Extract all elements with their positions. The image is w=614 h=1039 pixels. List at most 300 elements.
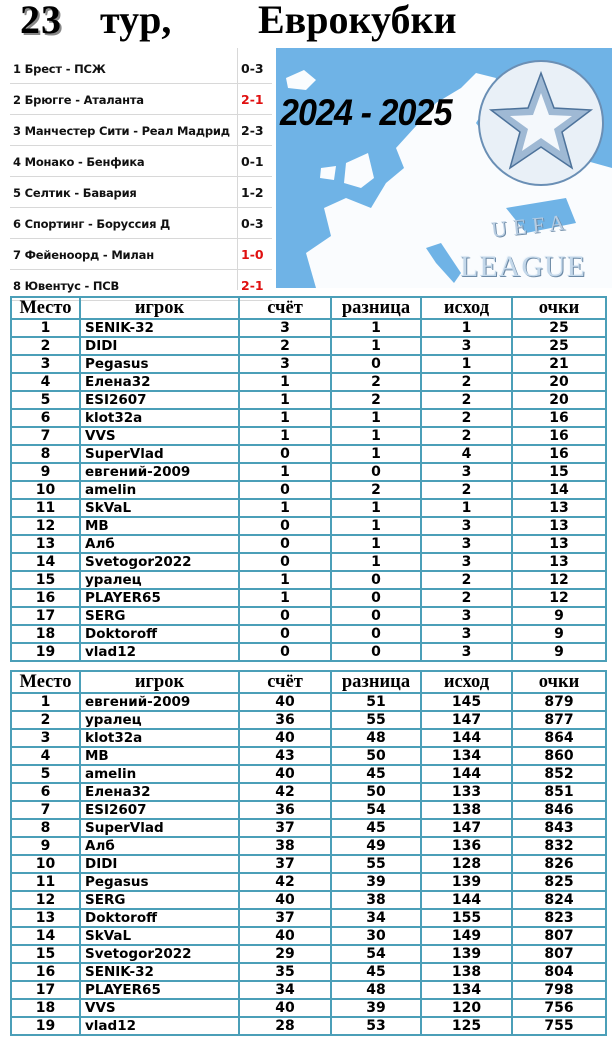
column-score-header: счёт <box>239 671 331 693</box>
column-points-header: очки <box>512 671 606 693</box>
table-row <box>11 643 606 661</box>
points-cell: 756 <box>512 999 606 1017</box>
outcome-cell: 3 <box>421 607 512 625</box>
match-score: 1-2 <box>241 185 264 200</box>
place-cell: 3 <box>11 729 80 747</box>
outcome-cell: 125 <box>421 1017 512 1035</box>
player-cell: ESI2607 <box>80 801 239 819</box>
place-cell: 5 <box>11 765 80 783</box>
outcome-cell: 2 <box>421 409 512 427</box>
score-cell: 40 <box>239 765 331 783</box>
player-cell: klot32a <box>80 729 239 747</box>
column-player-header: игрок <box>80 297 239 319</box>
table-row <box>11 1017 606 1035</box>
difference-cell: 1 <box>331 337 421 355</box>
outcome-cell: 138 <box>421 963 512 981</box>
column-points-header: очки <box>512 297 606 319</box>
table-row <box>11 463 606 481</box>
difference-cell: 50 <box>331 747 421 765</box>
outcome-cell: 1 <box>421 319 512 337</box>
difference-cell: 30 <box>331 927 421 945</box>
player-cell: klot32a <box>80 409 239 427</box>
match-teams: 5 Селтик - Бавария <box>13 186 137 200</box>
score-cell: 35 <box>239 963 331 981</box>
points-cell: 755 <box>512 1017 606 1035</box>
place-cell: 10 <box>11 481 80 499</box>
difference-cell: 0 <box>331 625 421 643</box>
score-cell: 0 <box>239 445 331 463</box>
outcome-cell: 2 <box>421 481 512 499</box>
score-cell: 3 <box>239 355 331 373</box>
player-cell: Алб <box>80 837 239 855</box>
table-row <box>11 517 606 535</box>
place-cell: 13 <box>11 909 80 927</box>
score-cell: 0 <box>239 481 331 499</box>
difference-cell: 1 <box>331 517 421 535</box>
place-cell: 6 <box>11 783 80 801</box>
match-score: 0-3 <box>241 61 264 76</box>
points-cell: 843 <box>512 819 606 837</box>
match-teams: 8 Ювентус - ПСВ <box>13 279 120 293</box>
outcome-cell: 1 <box>421 355 512 373</box>
player-cell: Doktoroff <box>80 909 239 927</box>
outcome-cell: 3 <box>421 337 512 355</box>
table-row <box>11 373 606 391</box>
points-cell: 823 <box>512 909 606 927</box>
round-number: 23 <box>20 0 62 42</box>
player-cell: евгений-2009 <box>80 693 239 711</box>
difference-cell: 49 <box>331 837 421 855</box>
place-cell: 8 <box>11 445 80 463</box>
table-row <box>11 391 606 409</box>
points-cell: 877 <box>512 711 606 729</box>
table-row <box>11 427 606 445</box>
player-cell: SENIK-32 <box>80 963 239 981</box>
place-cell: 4 <box>11 747 80 765</box>
points-cell: 13 <box>512 499 606 517</box>
outcome-cell: 2 <box>421 589 512 607</box>
player-cell: amelin <box>80 765 239 783</box>
difference-cell: 1 <box>331 409 421 427</box>
score-cell: 40 <box>239 693 331 711</box>
season-banner <box>276 48 612 288</box>
player-cell: Алб <box>80 535 239 553</box>
difference-cell: 0 <box>331 571 421 589</box>
points-cell: 12 <box>512 571 606 589</box>
place-cell: 3 <box>11 355 80 373</box>
player-cell: SERG <box>80 891 239 909</box>
table-row <box>11 589 606 607</box>
difference-cell: 0 <box>331 355 421 373</box>
table-row <box>11 535 606 553</box>
place-cell: 7 <box>11 801 80 819</box>
player-cell: уралец <box>80 571 239 589</box>
column-outcome-header: исход <box>421 297 512 319</box>
column-difference-header: разница <box>331 297 421 319</box>
place-cell: 9 <box>11 463 80 481</box>
score-cell: 42 <box>239 783 331 801</box>
score-cell: 1 <box>239 427 331 445</box>
table-row <box>11 571 606 589</box>
player-cell: MB <box>80 517 239 535</box>
round-standings-table <box>10 296 607 662</box>
outcome-cell: 147 <box>421 819 512 837</box>
match-list <box>10 53 272 301</box>
outcome-cell: 144 <box>421 729 512 747</box>
table-header-row <box>11 671 606 693</box>
points-cell: 16 <box>512 427 606 445</box>
outcome-cell: 1 <box>421 499 512 517</box>
place-cell: 17 <box>11 981 80 999</box>
points-cell: 9 <box>512 607 606 625</box>
player-cell: SkVaL <box>80 499 239 517</box>
difference-cell: 1 <box>331 427 421 445</box>
column-difference-header: разница <box>331 671 421 693</box>
match-score: 1-0 <box>241 247 264 262</box>
player-cell: PLAYER65 <box>80 981 239 999</box>
outcome-cell: 3 <box>421 643 512 661</box>
player-cell: vlad12 <box>80 643 239 661</box>
difference-cell: 48 <box>331 729 421 747</box>
points-cell: 16 <box>512 445 606 463</box>
difference-cell: 0 <box>331 463 421 481</box>
points-cell: 807 <box>512 927 606 945</box>
player-cell: ESI2607 <box>80 391 239 409</box>
score-cell: 0 <box>239 535 331 553</box>
match-row <box>10 208 272 239</box>
points-cell: 826 <box>512 855 606 873</box>
difference-cell: 45 <box>331 765 421 783</box>
difference-cell: 34 <box>331 909 421 927</box>
difference-cell: 1 <box>331 535 421 553</box>
points-cell: 25 <box>512 319 606 337</box>
outcome-cell: 3 <box>421 535 512 553</box>
table-row <box>11 765 606 783</box>
outcome-cell: 147 <box>421 711 512 729</box>
player-cell: DIDI <box>80 337 239 355</box>
place-cell: 16 <box>11 963 80 981</box>
table-row <box>11 783 606 801</box>
score-cell: 37 <box>239 855 331 873</box>
player-cell: Pegasus <box>80 355 239 373</box>
match-teams: 4 Монако - Бенфика <box>13 155 145 169</box>
outcome-cell: 139 <box>421 945 512 963</box>
player-cell: Pegasus <box>80 873 239 891</box>
difference-cell: 53 <box>331 1017 421 1035</box>
difference-cell: 2 <box>331 373 421 391</box>
match-teams: 1 Брест - ПСЖ <box>13 62 106 76</box>
table-row <box>11 927 606 945</box>
outcome-cell: 4 <box>421 445 512 463</box>
table-row <box>11 409 606 427</box>
points-cell: 9 <box>512 625 606 643</box>
player-cell: Елена32 <box>80 783 239 801</box>
outcome-cell: 139 <box>421 873 512 891</box>
outcome-cell: 144 <box>421 891 512 909</box>
outcome-cell: 134 <box>421 747 512 765</box>
points-cell: 9 <box>512 643 606 661</box>
column-player-header: игрок <box>80 671 239 693</box>
outcome-cell: 128 <box>421 855 512 873</box>
place-cell: 18 <box>11 999 80 1017</box>
player-cell: евгений-2009 <box>80 463 239 481</box>
outcome-cell: 2 <box>421 427 512 445</box>
difference-cell: 45 <box>331 963 421 981</box>
points-cell: 16 <box>512 409 606 427</box>
difference-cell: 2 <box>331 391 421 409</box>
score-cell: 1 <box>239 589 331 607</box>
difference-cell: 0 <box>331 589 421 607</box>
place-cell: 1 <box>11 319 80 337</box>
place-cell: 11 <box>11 499 80 517</box>
difference-cell: 50 <box>331 783 421 801</box>
place-cell: 15 <box>11 571 80 589</box>
page-title <box>0 0 614 44</box>
place-cell: 15 <box>11 945 80 963</box>
league-logo-text: LEAGUE <box>460 250 586 283</box>
points-cell: 851 <box>512 783 606 801</box>
score-cell: 28 <box>239 1017 331 1035</box>
difference-cell: 0 <box>331 607 421 625</box>
place-cell: 14 <box>11 553 80 571</box>
difference-cell: 2 <box>331 481 421 499</box>
place-cell: 9 <box>11 837 80 855</box>
outcome-cell: 155 <box>421 909 512 927</box>
score-cell: 0 <box>239 517 331 535</box>
difference-cell: 55 <box>331 711 421 729</box>
points-cell: 864 <box>512 729 606 747</box>
difference-cell: 51 <box>331 693 421 711</box>
column-place-header: Место <box>11 297 80 319</box>
difference-cell: 1 <box>331 319 421 337</box>
place-cell: 10 <box>11 855 80 873</box>
points-cell: 20 <box>512 373 606 391</box>
difference-cell: 1 <box>331 553 421 571</box>
place-cell: 17 <box>11 607 80 625</box>
table-header-row <box>11 297 606 319</box>
place-cell: 16 <box>11 589 80 607</box>
table-row <box>11 837 606 855</box>
player-cell: Svetogor2022 <box>80 553 239 571</box>
score-cell: 38 <box>239 837 331 855</box>
place-cell: 12 <box>11 517 80 535</box>
outcome-cell: 138 <box>421 801 512 819</box>
score-cell: 1 <box>239 571 331 589</box>
place-cell: 6 <box>11 409 80 427</box>
difference-cell: 45 <box>331 819 421 837</box>
points-cell: 852 <box>512 765 606 783</box>
match-row <box>10 239 272 270</box>
table-row <box>11 625 606 643</box>
outcome-cell: 3 <box>421 625 512 643</box>
overall-standings-table <box>10 670 607 1036</box>
place-cell: 12 <box>11 891 80 909</box>
place-cell: 1 <box>11 693 80 711</box>
score-cell: 29 <box>239 945 331 963</box>
table-row <box>11 963 606 981</box>
place-cell: 19 <box>11 643 80 661</box>
place-cell: 4 <box>11 373 80 391</box>
score-cell: 40 <box>239 999 331 1017</box>
match-score: 2-1 <box>241 278 264 293</box>
match-row <box>10 146 272 177</box>
place-cell: 5 <box>11 391 80 409</box>
points-cell: 13 <box>512 517 606 535</box>
ball-logo-icon <box>479 61 603 185</box>
table-row <box>11 747 606 765</box>
table-row <box>11 445 606 463</box>
player-cell: Svetogor2022 <box>80 945 239 963</box>
player-cell: amelin <box>80 481 239 499</box>
score-cell: 40 <box>239 891 331 909</box>
player-cell: vlad12 <box>80 1017 239 1035</box>
difference-cell: 1 <box>331 445 421 463</box>
table-row <box>11 355 606 373</box>
outcome-cell: 3 <box>421 463 512 481</box>
table-row <box>11 553 606 571</box>
difference-cell: 1 <box>331 499 421 517</box>
points-cell: 13 <box>512 535 606 553</box>
points-cell: 879 <box>512 693 606 711</box>
match-teams: 6 Спортинг - Боруссия Д <box>13 217 171 231</box>
uefa-logo-text: UEFA <box>489 208 572 243</box>
points-cell: 798 <box>512 981 606 999</box>
match-row <box>10 84 272 115</box>
table-row <box>11 801 606 819</box>
player-cell: SkVaL <box>80 927 239 945</box>
score-cell: 34 <box>239 981 331 999</box>
place-cell: 11 <box>11 873 80 891</box>
player-cell: VVS <box>80 999 239 1017</box>
table-row <box>11 981 606 999</box>
outcome-cell: 120 <box>421 999 512 1017</box>
points-cell: 846 <box>512 801 606 819</box>
difference-cell: 39 <box>331 873 421 891</box>
score-cell: 1 <box>239 391 331 409</box>
player-cell: MB <box>80 747 239 765</box>
match-score: 0-1 <box>241 154 264 169</box>
score-cell: 40 <box>239 927 331 945</box>
table-row <box>11 819 606 837</box>
difference-cell: 48 <box>331 981 421 999</box>
outcome-cell: 3 <box>421 517 512 535</box>
points-cell: 14 <box>512 481 606 499</box>
score-cell: 37 <box>239 909 331 927</box>
difference-cell: 39 <box>331 999 421 1017</box>
score-cell: 0 <box>239 625 331 643</box>
outcome-cell: 149 <box>421 927 512 945</box>
score-cell: 0 <box>239 553 331 571</box>
outcome-cell: 136 <box>421 837 512 855</box>
score-cell: 40 <box>239 729 331 747</box>
points-cell: 807 <box>512 945 606 963</box>
outcome-cell: 2 <box>421 571 512 589</box>
place-cell: 18 <box>11 625 80 643</box>
points-cell: 21 <box>512 355 606 373</box>
outcome-cell: 133 <box>421 783 512 801</box>
tournament-name: Еврокубки <box>258 0 457 42</box>
season-label: 2024 - 2025 <box>280 92 452 133</box>
match-score: 2-3 <box>241 123 264 138</box>
points-cell: 832 <box>512 837 606 855</box>
player-cell: SuperVlad <box>80 445 239 463</box>
table-row <box>11 693 606 711</box>
difference-cell: 55 <box>331 855 421 873</box>
table-row <box>11 855 606 873</box>
table-row <box>11 499 606 517</box>
table-row <box>11 319 606 337</box>
difference-cell: 38 <box>331 891 421 909</box>
place-cell: 2 <box>11 337 80 355</box>
player-cell: SENIK-32 <box>80 319 239 337</box>
round-word: тур, <box>100 0 172 42</box>
player-cell: DIDI <box>80 855 239 873</box>
match-teams: 7 Фейеноорд - Милан <box>13 248 154 262</box>
table-row <box>11 873 606 891</box>
table-row <box>11 729 606 747</box>
points-cell: 13 <box>512 553 606 571</box>
match-row <box>10 53 272 84</box>
place-cell: 19 <box>11 1017 80 1035</box>
place-cell: 2 <box>11 711 80 729</box>
score-cell: 37 <box>239 819 331 837</box>
match-list-divider <box>237 48 238 290</box>
score-cell: 1 <box>239 463 331 481</box>
outcome-cell: 134 <box>421 981 512 999</box>
points-cell: 804 <box>512 963 606 981</box>
place-cell: 14 <box>11 927 80 945</box>
player-cell: PLAYER65 <box>80 589 239 607</box>
difference-cell: 54 <box>331 945 421 963</box>
score-cell: 0 <box>239 607 331 625</box>
score-cell: 2 <box>239 337 331 355</box>
points-cell: 12 <box>512 589 606 607</box>
points-cell: 25 <box>512 337 606 355</box>
points-cell: 825 <box>512 873 606 891</box>
table-row <box>11 945 606 963</box>
player-cell: SuperVlad <box>80 819 239 837</box>
column-outcome-header: исход <box>421 671 512 693</box>
table-row <box>11 711 606 729</box>
match-score: 0-3 <box>241 216 264 231</box>
player-cell: VVS <box>80 427 239 445</box>
score-cell: 42 <box>239 873 331 891</box>
match-row <box>10 177 272 208</box>
player-cell: SERG <box>80 607 239 625</box>
match-teams: 2 Брюгге - Аталанта <box>13 93 144 107</box>
place-cell: 7 <box>11 427 80 445</box>
score-cell: 1 <box>239 409 331 427</box>
match-score: 2-1 <box>241 92 264 107</box>
outcome-cell: 145 <box>421 693 512 711</box>
player-cell: Doktoroff <box>80 625 239 643</box>
table-row <box>11 607 606 625</box>
points-cell: 20 <box>512 391 606 409</box>
table-row <box>11 909 606 927</box>
score-cell: 0 <box>239 643 331 661</box>
outcome-cell: 144 <box>421 765 512 783</box>
table-row <box>11 481 606 499</box>
outcome-cell: 2 <box>421 391 512 409</box>
match-row <box>10 115 272 146</box>
table-row <box>11 999 606 1017</box>
difference-cell: 0 <box>331 643 421 661</box>
score-cell: 3 <box>239 319 331 337</box>
score-cell: 43 <box>239 747 331 765</box>
difference-cell: 54 <box>331 801 421 819</box>
points-cell: 860 <box>512 747 606 765</box>
points-cell: 824 <box>512 891 606 909</box>
